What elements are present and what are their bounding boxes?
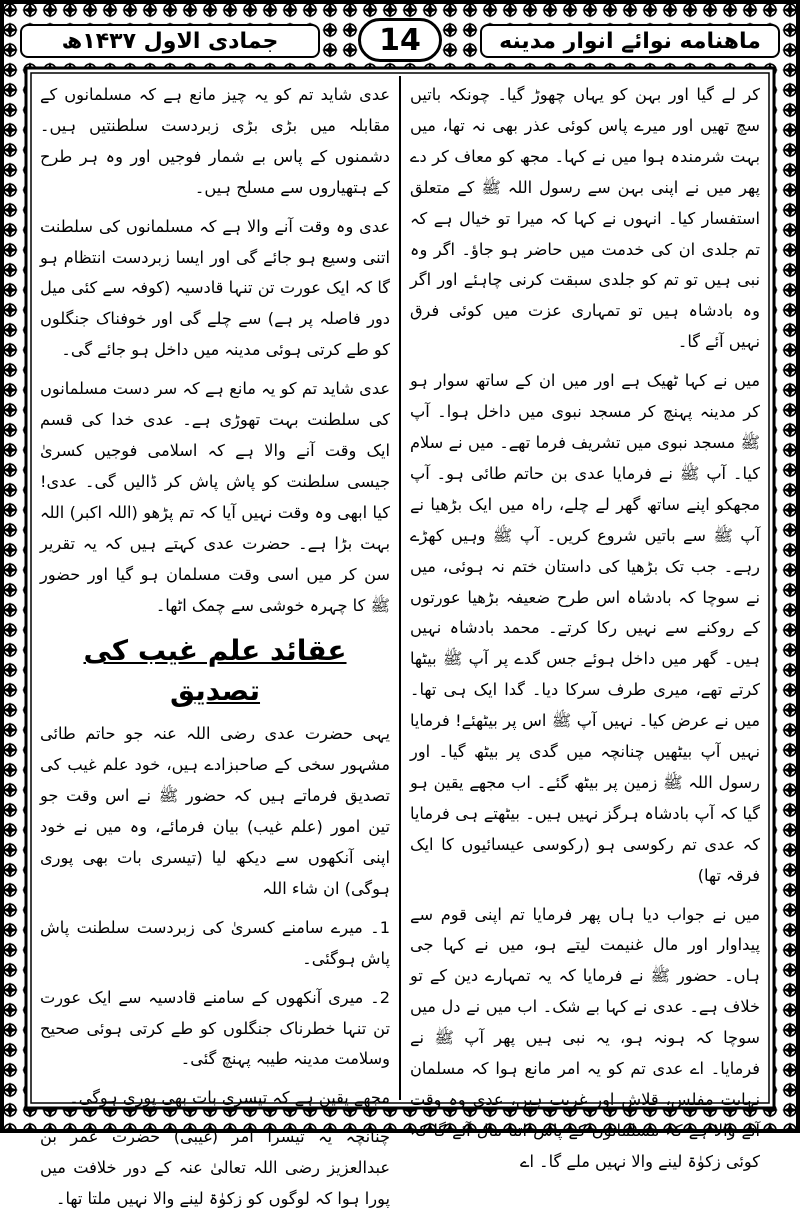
paragraph: عدی شاید تم کو یہ چیز مانع ہے کہ مسلمانوں کے مقابلہ میں بڑی بڑی زبردست سلطنتیں ہیں۔ دشمنوں کے پاس بے شمار فوجیں اور وہ ہر طرح کے ہتھیاروں سے مسلح ہیں۔ [40, 85, 390, 197]
page-header [20, 18, 780, 64]
magazine-title: ماهنامه نوائے انوار مدینه [480, 24, 780, 58]
paragraph: چنانچہ یہ تیسرا امر (غیبی) حضرت عمر بن عبدالعزیز رضی اللہ تعالیٰ عنہ کے دور خلافت میں پورا ہوا کہ لوگوں کو زکوٰۃ لینے والا نہیں ملتا تھا۔ [40, 1127, 390, 1209]
paragraph: عدی شاید تم کو یہ مانع ہے کہ سر دست مسلمانوں کی سلطنت بہت تھوڑی ہے۔ عدی خدا کی قسم ایک وقت آنے والا ہے کہ اسلامی فوجیں کسریٰ جیسی سلطنت کو پاش پاش کر ڈالیں گی۔ عدی! کیا ابھی وہ وقت نہیں آیا کہ تم پڑھو (اللہ اکبر) اللہ بہت بڑا ہے۔ حضرت عدی کہتے ہیں کہ یہ تقریر سن کر میں اسی وقت مسلمان ہو گیا اور حضور ﷺ کا چہرہ خوشی سے چمک اٹھا۔ [40, 379, 390, 615]
right-column [410, 80, 760, 1171]
list-item: 1۔ میرے سامنے کسریٰ کی زبردست سلطنت پاش پاش ہوگئی۔ [40, 917, 390, 968]
left-column [40, 80, 390, 1209]
paragraph: کر لے گیا اور بہن کو یہاں چھوڑ گیا۔ چونکہ باتیں سچ تھیں اور میرے پاس کوئی عذر بھی نہ تھا، میں بہت شرمندہ ہوا میں نے کہا۔ مجھ کو معاف کر دے پھر میں نے اپنی بہن سے رسول اللہ ﷺ کے متعلق استفسار کیا۔ انہوں نے کہا کہ میرا تو خیال ہے کہ تم جلدی ان کی خدمت میں حاضر ہو جاؤ۔ اگر وہ نبی ہیں تو تم کو جلدی سبقت کرنی چاہئے اور اگر وہ بادشاہ ہیں تو تمہاری عزت میں کوئی فرق نہیں آئے گا۔ [410, 85, 760, 352]
paragraph: مجھے یقین ہے کہ تیسری بات بھی پوری ہوگی۔ [69, 1088, 390, 1108]
paragraph: میں نے کہا ٹھیک ہے اور میں ان کے ساتھ سوار ہو کر مدینہ پہنچ کر مسجد نبوی میں داخل ہوا۔ آپ ﷺ مسجد نبوی میں تشریف فرما تھے۔ میں نے سلام کیا۔ آپ ﷺ نے فرمایا عدی بن حاتم طائی ہو۔ آپ مجھکو اپنے ساتھ گھر لے چلے، راہ میں ایک بڑھیا نے آپ ﷺ سے باتیں شروع کریں۔ آپ ﷺ وہیں کھڑے رہے۔ جب تک بڑھیا کی داستان ختم نہ ہوئی، میں نے سوچا کہ بادشاہ اس طرح ضعیفہ بڑھیا عورتوں کے روکنے سے نہیں رکا کرتے۔ محمد بادشاہ نہیں ہیں۔ گھر میں داخل ہوئے جس گدے پر آپ ﷺ بیٹھا کرتے تھے، میری طرف سرکا دیا۔ گدا ایک ہی تھا۔ میں نے عرض کیا۔ نہیں آپ ﷺ اس پر بیٹھئے! فرمایا نہیں آپ بیٹھیں چنانچہ میں گدی پر بیٹھ گیا۔ اور رسول اللہ ﷺ زمین پر بیٹھ گئے۔ اب مجھے یقین ہو گیا کہ آپ بادشاہ ہرگز نہیں ہیں۔ بیٹھتے ہی فرمایا کہ عدی تم رکوسی ہو (رکوسی عیسائیوں کا ایک فرقہ تھا) [410, 371, 760, 885]
list-item: 2۔ میری آنکھوں کے سامنے قادسیہ سے ایک عورت تن تنہا خطرناک جنگلوں کو طے کرتی ہوئی صحیح وسلامت مدینہ طیبہ پہنچ گئی۔ [40, 987, 390, 1069]
section-heading: عقائد علم غیب کی تصدیق [83, 634, 347, 708]
paragraph: میں نے جواب دیا ہاں پھر فرمایا تم اپنی قوم سے پیداوار اور مال غنیمت لیتے ہو، میں نے کہا جی ہاں۔ حضور ﷺ نے فرمایا کہ یہ تمہارے دین کے تو خلاف ہے۔ عدی نے کہا بے شک۔ اب میں نے دل میں سوچا کہ ہونہ ہو، یہ نبی ہیں پھر آپ ﷺ نے فرمایا۔ اے عدی تم کو یہ امر مانع ہوا کہ مسلمان نہایت مفلس، قلاش اور غریب ہیں، عدی وہ وقت آنے والا ہے کہ مسلمانوں کے پاس اتنا مال آئے گا کہ کوئی زکوٰۃ لینے والا نہیں ملے گا۔ اے [410, 904, 760, 1171]
page-number: 14 [358, 18, 442, 62]
paragraph: عدی وہ وقت آنے والا ہے کہ مسلمانوں کی سلطنت اتنی وسیع ہو جائے گی اور ایسا زبردست انتظام ہو گا کہ ایک عورت تن تنہا قادسیہ (کوفہ سے کئی میل دور فاصلہ پر ہے) سے چلے گی اور خوفناک جنگلوں کو طے کرتی ہوئی مدینہ میں داخل ہو جائے گی۔ [40, 216, 390, 360]
issue-date: جمادی الاول ۱۴۳۷ھ [20, 24, 320, 58]
paragraph: یہی حضرت عدی رضی اللہ عنہ جو حاتم طائی مشہور سخی کے صاحبزادے ہیں، خود علم غیب کی تصدیق فرماتے ہیں کہ حضور ﷺ نے اس وقت جو تین امور (علم غیب) بیان فرمائے، وہ میں نے خود اپنی آنکھوں سے دیکھ لیا (تیسری بات بھی پوری ہوگی) ان شاء اللہ [40, 724, 390, 898]
